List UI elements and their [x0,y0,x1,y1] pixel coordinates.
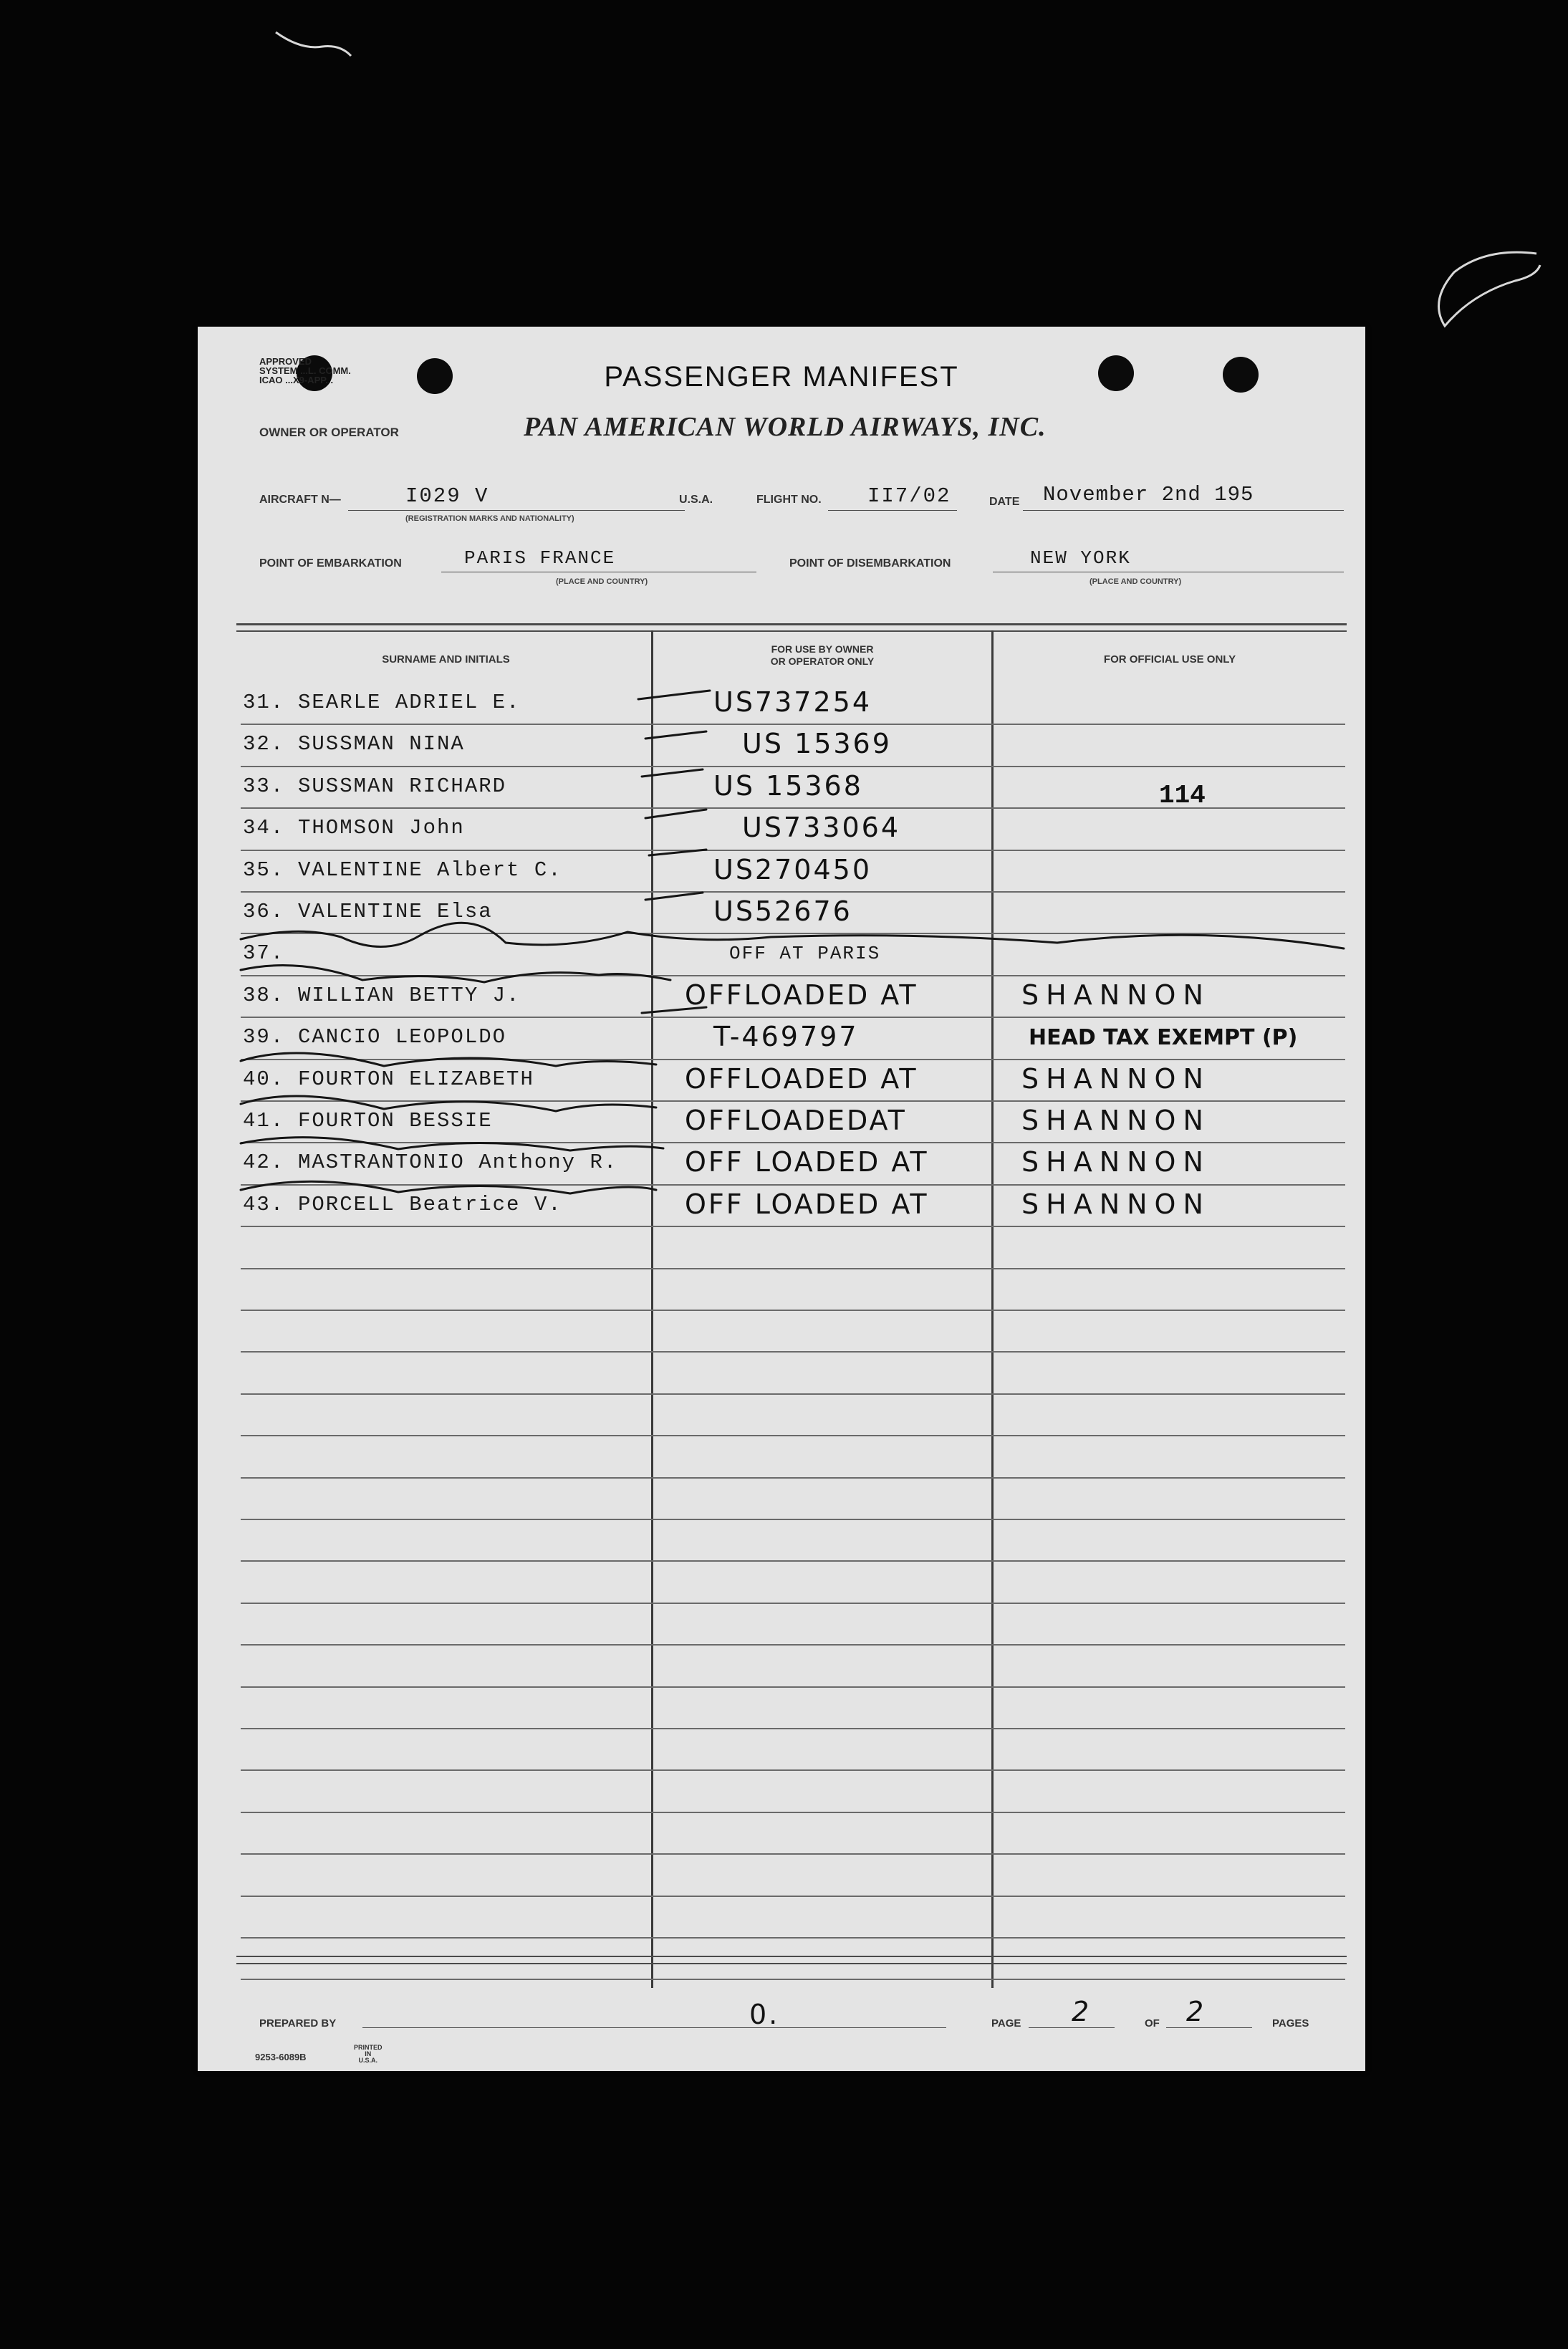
passenger-number: 36. [243,900,285,923]
manifest-sheet [198,327,1365,2071]
prepared-by-label: PREPARED BY [259,2017,337,2029]
aircraft-label: AIRCRAFT N— [259,494,341,506]
pages-label: PAGES [1272,2017,1309,2029]
passenger-document: OFFLOADED AT [685,979,918,1011]
flight-label: FLIGHT NO. [756,494,822,506]
row-rule [241,1310,1345,1311]
date-value: November 2nd 195 [1043,483,1254,506]
passenger-name: SUSSMAN NINA [298,732,465,756]
aircraft-sublabel: (REGISTRATION MARKS AND NATIONALITY) [405,514,574,523]
table-top-rule-2 [236,630,1347,632]
row-rule [241,1435,1345,1436]
embark-value: PARIS FRANCE [464,547,616,569]
passenger-document: OFFLOADED AT [685,1063,918,1095]
passenger-number: 42. [243,1151,285,1174]
usa-label: U.S.A. [679,494,713,506]
passenger-document: US 15368 [713,770,863,802]
passenger-number: 34. [243,816,285,840]
disembark-sublabel: (PLACE AND COUNTRY) [1090,577,1182,586]
head-tax-exempt-note: HEAD TAX EXEMPT (P) [1029,1025,1298,1050]
flight-underline [828,510,957,511]
row-rule [241,766,1345,767]
embark-label: POINT OF EMBARKATION [259,557,402,570]
approval-stamp: APPROVED SYSTEM ...L. COMM. ICAO ...X9-APP... [259,356,351,385]
page-underline [1029,2027,1115,2028]
row-rule [241,1477,1345,1479]
passenger-name: MASTRANTONIO Anthony R. [298,1151,618,1174]
passenger-name: SUSSMAN RICHARD [298,774,507,798]
passenger-name: SEARLE ADRIEL E. [298,691,521,714]
passenger-number: 39. [243,1025,285,1049]
date-underline [1023,510,1344,511]
pen-scribble-top-right [1429,244,1544,337]
offloaded-location: SHANNON [1021,1146,1211,1178]
row-rule [241,1017,1345,1018]
passenger-name: VALENTINE Albert C. [298,858,562,882]
printed-in-usa: PRINTED IN U.S.A. [354,2044,383,2064]
page-value: 2 [1072,1996,1092,2027]
row-rule [241,1142,1345,1143]
disembark-label: POINT OF DISEMBARKATION [789,557,951,570]
passenger-number: 33. [243,774,285,798]
passenger-number: 41. [243,1109,285,1133]
passenger-name: VALENTINE Elsa [298,900,493,923]
pen-scribble-top-left [272,14,358,57]
aircraft-underline [348,510,685,511]
row-rule [241,1769,1345,1771]
passenger-document: US737254 [713,686,872,718]
row-rule [241,1812,1345,1813]
disembark-value: NEW YORK [1030,547,1131,569]
passenger-name: CANCIO LEOPOLDO [298,1025,507,1049]
form-title: PASSENGER MANIFEST [604,361,959,393]
row-rule [241,1393,1345,1395]
passenger-document: OFFLOADEDAT [685,1105,907,1136]
col-owner-header: FOR USE BY OWNER OR OPERATOR ONLY [770,643,875,667]
of-value: 2 [1186,1996,1206,2027]
row-rule [241,850,1345,851]
passenger-number: 43. [243,1193,285,1216]
passenger-name: THOMSON John [298,816,465,840]
row-rule [241,891,1345,893]
row-rule [241,1268,1345,1269]
of-label: OF [1145,2017,1160,2029]
row-rule [241,1519,1345,1520]
passenger-number: 31. [243,691,285,714]
aircraft-value: I029 V [405,484,489,508]
row-rule [241,724,1345,725]
passenger-number: 32. [243,732,285,756]
prepared-by-value: 0. [749,1999,780,2030]
official-count: 114 [1159,781,1206,810]
passenger-number: 40. [243,1067,285,1091]
row-rule [241,1226,1345,1227]
row-rule [241,1603,1345,1604]
passenger-number: 37. [243,941,285,965]
col-surname-header: SURNAME AND INITIALS [382,653,510,666]
page-label: PAGE [991,2017,1021,2029]
row-rule [241,933,1345,934]
passenger-document: US270450 [713,854,872,885]
table-bottom-rule [236,1956,1347,1957]
offloaded-location: SHANNON [1021,979,1211,1011]
table-bottom-rule-2 [236,1963,1347,1964]
row-rule [241,1728,1345,1729]
passenger-document: OFF LOADED AT [685,1146,929,1178]
passenger-number: 38. [243,984,285,1007]
row-rule [241,1979,1345,1980]
row-rule [241,1100,1345,1102]
flight-value: II7/02 [867,484,951,508]
row-rule [241,1351,1345,1353]
passenger-name: FOURTON BESSIE [298,1109,493,1133]
passenger-document: US52676 [713,895,852,927]
row-rule [241,1184,1345,1186]
passenger-document: OFF LOADED AT [685,1188,929,1220]
table-top-rule-1 [236,623,1347,625]
offloaded-location: SHANNON [1021,1105,1211,1136]
row-rule [241,1560,1345,1562]
row-rule [241,1937,1345,1939]
embark-sublabel: (PLACE AND COUNTRY) [556,577,648,586]
passenger-document: US 15369 [742,728,892,759]
prepared-underline [362,2027,946,2028]
owner-name: PAN AMERICAN WORLD AIRWAYS, INC. [524,412,1047,442]
passenger-name: FOURTON ELIZABETH [298,1067,534,1091]
passenger-number: 35. [243,858,285,882]
passenger-document: T-469797 [713,1021,859,1052]
row-rule [241,1686,1345,1688]
passenger-document: OFF AT PARIS [729,943,881,964]
row-rule [241,975,1345,976]
offloaded-location: SHANNON [1021,1063,1211,1095]
row-rule [241,1644,1345,1646]
owner-label: OWNER OR OPERATOR [259,426,399,439]
row-rule [241,1853,1345,1855]
passenger-name: WILLIAN BETTY J. [298,984,521,1007]
of-underline [1166,2027,1252,2028]
form-number: 9253-6089B [255,2052,307,2062]
row-rule [241,1896,1345,1897]
offloaded-location: SHANNON [1021,1188,1211,1220]
passenger-name: PORCELL Beatrice V. [298,1193,562,1216]
col-official-header: FOR OFFICIAL USE ONLY [1103,653,1236,666]
date-label: DATE [989,496,1020,508]
passenger-document: US733064 [742,812,900,843]
row-rule [241,1059,1345,1060]
